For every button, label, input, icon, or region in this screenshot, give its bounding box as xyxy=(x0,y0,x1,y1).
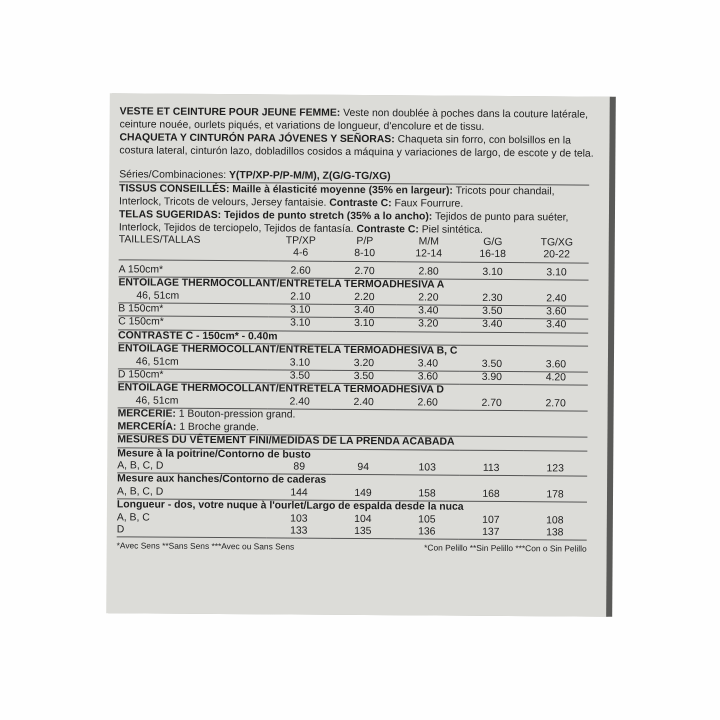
notion-label: MERCERÍA: xyxy=(117,421,177,433)
section-title-text: ENTOILAGE THERMOCOLLANT/ENTRETELA TERMOADHESIVA D xyxy=(117,382,444,397)
row-value: 2.10 xyxy=(268,291,332,304)
row-value: 133 xyxy=(267,525,331,538)
envelope-edge-shadow xyxy=(606,97,616,617)
row-value: 123 xyxy=(523,463,587,476)
row-value: 3.10 xyxy=(332,318,396,332)
row-value: 3.20 xyxy=(396,318,460,332)
row-value: 3.10 xyxy=(461,267,525,280)
fabrics-fr-bold: Maille à élasticité moyenne (35% en largeur): xyxy=(232,184,453,197)
row-value: 89 xyxy=(267,461,331,474)
row-value: 2.30 xyxy=(460,292,524,305)
row-label: C 150cm* xyxy=(118,316,268,330)
row-value: 3.10 xyxy=(268,357,332,370)
row-value: 3.10 xyxy=(525,267,589,280)
description-fr-title: VESTE ET CEINTURE POUR JEUNE FEMME: xyxy=(119,106,341,119)
row-value: 2.60 xyxy=(269,265,333,278)
row-value: 3.40 xyxy=(332,304,396,318)
row-value: 3.40 xyxy=(524,319,588,333)
fabrics-es-contrast-label: Contraste C: xyxy=(356,223,419,236)
row-value: 149 xyxy=(331,488,395,501)
row-label: 46, 51cm xyxy=(118,356,268,370)
row-value: 3.40 xyxy=(396,358,460,371)
size-label: M/M xyxy=(418,236,439,248)
yardage-table-body xyxy=(117,264,589,540)
series-y: Y(TP/XP-P/P-M/M), xyxy=(228,170,320,182)
row-value: 103 xyxy=(395,462,459,475)
row-label: D 150cm* xyxy=(118,369,268,383)
row-value: 108 xyxy=(546,514,564,526)
row-value: 2.20 xyxy=(396,292,460,305)
notion-text: 1 Broche grande. xyxy=(176,421,260,433)
row-label: B 150cm* xyxy=(118,303,268,317)
size-range-row xyxy=(119,247,589,263)
row-label: 46, 51cm xyxy=(118,290,268,304)
fabrics-es-bold: Tejidos de punto stretch (35% a lo ancho): xyxy=(224,210,433,223)
fabrics-fr-title: TISSUS CONSEILLÉS: xyxy=(119,183,230,196)
description-es-title: CHAQUETA Y CINTURÓN PARA JÓVENES Y SEÑORAS: xyxy=(119,132,395,146)
row-value: 3.20 xyxy=(332,357,396,370)
row-value: 3.50 xyxy=(268,370,332,384)
row-label: A 150cm* xyxy=(119,264,269,278)
pattern-envelope-back xyxy=(106,93,610,616)
size-label: G/G xyxy=(483,236,503,249)
size-range: 20-22 xyxy=(525,250,589,263)
row-value: 104 xyxy=(354,513,372,525)
row-value: 2.70 xyxy=(460,398,524,411)
row-value: 178 xyxy=(523,489,587,502)
row-value: 3.40 xyxy=(396,305,460,319)
section-title-text: CONTRASTE C - 150cm* - 0.40m xyxy=(118,330,588,347)
row-value: 136 xyxy=(395,526,459,539)
row-value: 2.60 xyxy=(396,397,460,410)
size-header-label: TAILLES/TALLAS xyxy=(118,234,201,246)
size-label: P/P xyxy=(356,235,374,248)
size-header xyxy=(119,234,589,263)
row-value: 3.60 xyxy=(524,306,588,320)
row-value: 158 xyxy=(395,488,459,501)
measurement-row xyxy=(117,524,587,540)
fabrics-fr-contrast-label: Contraste C: xyxy=(329,197,392,210)
footnotes xyxy=(117,540,587,556)
section-title-text: Mesure aux hanches/Contorno de caderas xyxy=(117,473,327,487)
description xyxy=(119,105,601,160)
row-value: 3.50 xyxy=(460,358,524,371)
row-value: 3.10 xyxy=(268,317,332,331)
description-fr-text: Veste non doublée à poches dans la couture latérale, ceinture nouée, ourlets piqués, et variations de longueur, d'encolure et de tissu. xyxy=(119,107,589,133)
section-title-text: ENTOILAGE THERMOCOLLANT/ENTRETELA TERMOADHESIVA A xyxy=(118,277,445,291)
row-value: 2.20 xyxy=(332,291,396,304)
fabrics-es-contrast: Piel sintética. xyxy=(421,224,483,236)
row-value: 2.80 xyxy=(397,266,461,279)
row-value: 3.90 xyxy=(460,371,524,385)
size-label: TP/XP xyxy=(285,235,316,247)
row-value: 168 xyxy=(459,488,523,501)
size-range: 8-10 xyxy=(333,248,397,261)
section-title-text: ENTOILAGE THERMOCOLLANT/ENTRETELA TERMOADHESIVA B, C xyxy=(117,343,458,357)
description-es xyxy=(119,131,601,160)
footnote-fr: *Avec Sens **Sans Sens ***Avec ou Sans Sens xyxy=(116,540,295,552)
row-value: 3.50 xyxy=(460,305,524,319)
row-value: 4.20 xyxy=(524,372,588,386)
row-value: 137 xyxy=(459,527,523,540)
row-value: 2.70 xyxy=(333,266,397,279)
fabrics-fr xyxy=(119,182,594,211)
row-value: 2.40 xyxy=(524,293,588,306)
row-value: 3.50 xyxy=(332,370,396,384)
row-value: 2.40 xyxy=(332,397,396,410)
row-value: 3.40 xyxy=(460,319,524,333)
row-value: 107 xyxy=(482,514,500,526)
yardage-table xyxy=(117,264,589,541)
size-range: 12-14 xyxy=(397,249,461,262)
row-label: A, B, C, D xyxy=(117,460,267,474)
section-title-text: Mesure à la poitrine/Contorno de busto xyxy=(117,447,311,461)
fabrics-es-text: Tejidos de punto para suéter, Interlock, Tejidos de terciopelo, Tejidos de fantasía. xyxy=(118,211,569,235)
size-label: TG/XG xyxy=(540,237,573,249)
description-fr xyxy=(120,105,602,134)
row-value: 3.10 xyxy=(268,304,332,318)
fabrics-es xyxy=(119,208,594,237)
notion-label: MERCERIE: xyxy=(117,408,176,421)
row-value: 2.70 xyxy=(524,398,588,411)
row-label: D xyxy=(117,524,267,538)
series-z: Z(G/G-TG/XG) xyxy=(322,170,391,183)
row-value: 103 xyxy=(290,513,308,525)
fabrics xyxy=(119,182,594,237)
row-value: 144 xyxy=(267,487,331,500)
fabrics-fr-text: Tricots pour chandail, Interlock, Tricots de velours, Jersey fantaisie. xyxy=(119,185,555,209)
row-value: 113 xyxy=(459,463,523,476)
description-es-text: Chaqueta sin forro, con bolsillos en la costura lateral, cinturón lazo, dobladillos cosidos a máquina y variaciones de largo, de escote y de tela. xyxy=(119,134,594,160)
row-label: A, B, C, D xyxy=(117,486,267,500)
row-value: 138 xyxy=(523,527,587,540)
fabrics-es-title: TELAS SUGERIDAS: xyxy=(118,209,222,222)
notion-text: 1 Bouton-pression grand. xyxy=(175,409,296,421)
row-value: 3.60 xyxy=(524,359,588,372)
row-value: 3.60 xyxy=(396,371,460,385)
size-range: 4-6 xyxy=(269,248,333,261)
series-label: Séries/Combinaciones: xyxy=(119,169,227,182)
size-range: 16-18 xyxy=(461,249,525,262)
fabrics-fr-contrast: Faux Fourrure. xyxy=(394,198,464,210)
section-title-text: Longueur - dos, votre nuque à l'ourlet/Largo de espalda desde la nuca xyxy=(116,499,464,513)
row-label: A, B, C xyxy=(116,511,150,524)
row-label: 46, 51cm xyxy=(118,395,268,409)
row-value: 94 xyxy=(331,462,395,475)
row-value: 2.40 xyxy=(268,396,332,409)
section-title-text: MESURES DU VÊTEMENT FINI/MEDIDAS DE LA PRENDA ACABADA xyxy=(117,434,587,451)
row-value: 135 xyxy=(331,526,395,539)
footnote-es: *Con Pelillo **Sin Pelillo ***Con o Sin Pelillo xyxy=(424,542,587,554)
row-value: 105 xyxy=(418,513,436,526)
